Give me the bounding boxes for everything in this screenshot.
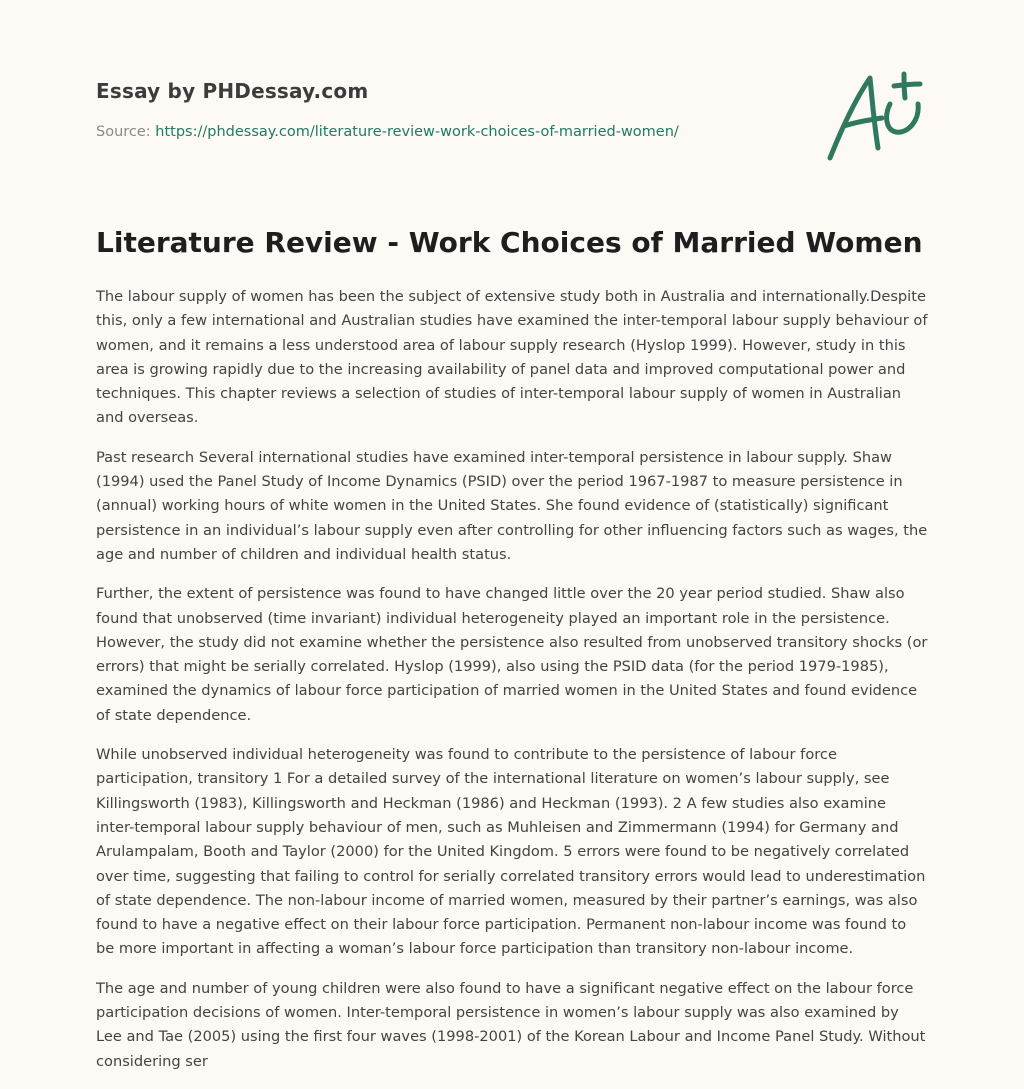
source-link[interactable]: https://phdessay.com/literature-review-work-choices-of-married-women/	[155, 124, 679, 140]
a-plus-icon	[822, 68, 928, 164]
essay-body	[96, 285, 928, 1089]
essay-title: Literature Review - Work Choices of Married Women	[96, 226, 923, 259]
site-brand: Essay by PHDessay.com	[96, 79, 369, 103]
paragraph: The labour supply of women has been the subject of extensive study both in Australia and internationally.Despite this, only a few international and Australian studies have examined the inter-temporal labour supply behaviour of women, and it remains a less understood area of labour supply research (Hyslop 1999). However, study in this area is growing rapidly due to the increasing availability of panel data and improved computational power and techniques. This chapter reviews a selection of studies of inter-temporal labour supply of women in Australian and overseas.	[96, 288, 928, 427]
source-line	[96, 124, 679, 140]
paragraph: Further, the extent of persistence was found to have changed little over the 20 year period studied. Shaw also found that unobserved (time invariant) individual heterogeneity played an important role in the persistence. However, the study did not examine whether the persistence also resulted from unobserved transitory shocks (or errors) that might be serially correlated. Hyslop (1999), also using the PSID data (for the period 1979-1985), examined the dynamics of labour force participation of married women in the United States and found evidence of state dependence.	[96, 585, 928, 724]
source-label: Source:	[96, 124, 156, 140]
paragraph: While unobserved individual heterogeneity was found to contribute to the persistence of labour force participation, transitory 1 For a detailed survey of the international literature on women’s labour supply, see Killingsworth (1983), Killingsworth and Heckman (1986) and Heckman (1993). 2 A few studies also examine inter-temporal labour supply behaviour of men, such as Muhleisen and Zimmermann (1994) for Germany and Arulampalam, Booth and Taylor (2000) for the United Kingdom. 5 errors were found to be negatively correlated over time, suggesting that failing to control for serially correlated transitory errors would lead to underestimation of state dependence. The non-labour income of married women, measured by their partner’s earnings, was also found to have a negative effect on their labour force participation. Permanent non-labour income was found to be more important in affecting a woman’s labour force participation than transitory non-labour income.	[96, 746, 926, 958]
paragraph: Past research Several international studies have examined inter-temporal persistence in labour supply. Shaw (1994) used the Panel Study of Income Dynamics (PSID) over the period 1967-1987 to measure persistence in (annual) working hours of white women in the United States. She found evidence of (statistically) significant persistence in an individual’s labour supply even after controlling for other influencing factors such as wages, the age and number of children and individual health status.	[96, 448, 928, 563]
paragraph: The age and number of young children were also found to have a significant negative effect on the labour force participation decisions of women. Inter-temporal persistence in women’s labour supply was also examined by Lee and Tae (2005) using the first four waves (1998-2001) of the Korean Labour and Income Panel Study. Without considering ser	[96, 979, 926, 1070]
a-plus-strokes	[830, 74, 920, 158]
